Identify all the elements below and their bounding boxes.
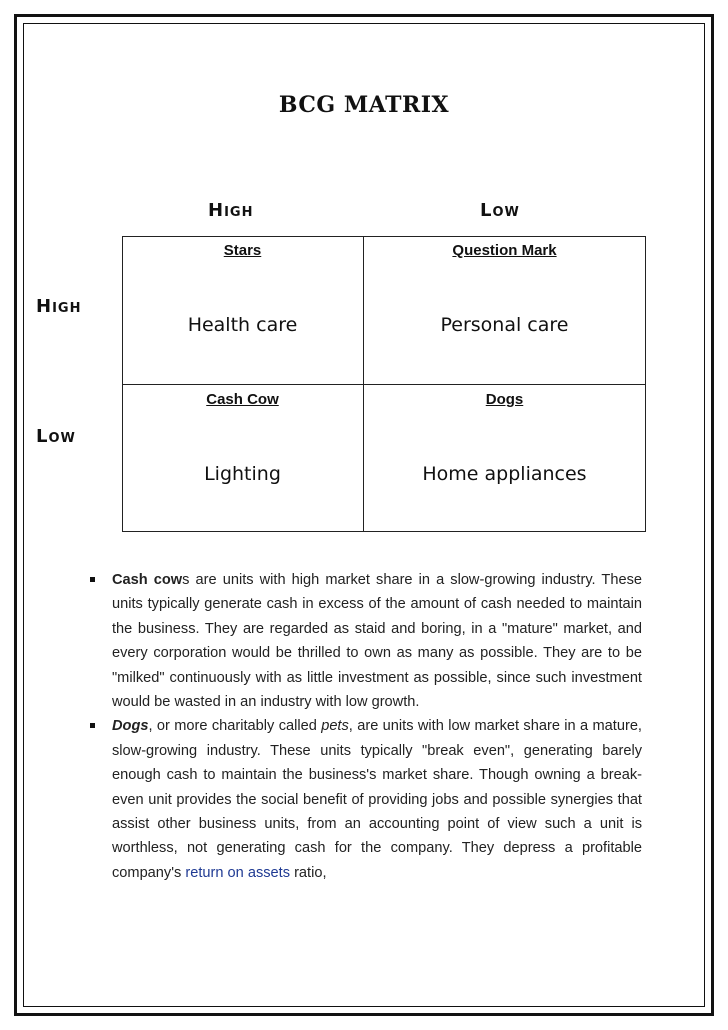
term-pets: pets bbox=[321, 718, 349, 735]
column-label-low: Low bbox=[480, 200, 520, 221]
dogs-description-part1: , or more charitably called bbox=[148, 718, 322, 735]
cell-question-mark-content: Personal care bbox=[440, 314, 569, 336]
dogs-description-part2: , are units with low market share in a mature, slow-growing industry. These units typically "break even", generating barely enough cash to maintain the business's market share. Though owning a break-even unit provides the social benefit of providing jobs and possible synergies that assist other business units, from an accounting point of view such a unit is worthless, not generating cash for the company. They depress a profitable company's bbox=[112, 718, 642, 881]
cell-cash-cow-heading: Cash Cow bbox=[206, 391, 279, 408]
page-title: BCG MATRIX bbox=[278, 92, 450, 118]
row-label-high: High bbox=[36, 296, 82, 317]
term-cash-cow: Cash cow bbox=[112, 572, 183, 588]
return-on-assets-link[interactable]: return on assets bbox=[185, 864, 291, 881]
cell-question-mark-heading: Question Mark bbox=[452, 242, 557, 259]
cell-dogs-heading: Dogs bbox=[485, 391, 524, 408]
matrix-horizontal-divider bbox=[122, 384, 646, 385]
bullet-square-icon bbox=[90, 723, 95, 728]
cell-dogs-content: Home appliances bbox=[422, 463, 587, 485]
term-dogs: Dogs bbox=[112, 718, 149, 735]
row-label-low: Low bbox=[36, 426, 76, 447]
dogs-description-part3: ratio, bbox=[290, 864, 327, 881]
cash-cow-description: s are units with high market share in a slow-growing industry. These units typically generate cash in excess of the amount of cash needed to maintain the business. They are regarded as staid and boring, in a "mature" market, and every corporation would be thrilled to own as many as possible. They are to be "milked" continuously with as little investment as possible, since such investment would be wasted in an industry with low growth. bbox=[112, 572, 642, 711]
cell-stars-heading: Stars bbox=[223, 242, 262, 259]
column-label-high: High bbox=[208, 200, 254, 221]
bullet-item-dogs bbox=[90, 714, 642, 885]
cell-stars-content: Health care bbox=[187, 314, 298, 336]
bullet-item-cash-cow bbox=[90, 568, 642, 714]
bullet-square-icon bbox=[90, 577, 95, 582]
bullet-list bbox=[90, 568, 642, 885]
cell-cash-cow-content: Lighting bbox=[204, 463, 281, 485]
